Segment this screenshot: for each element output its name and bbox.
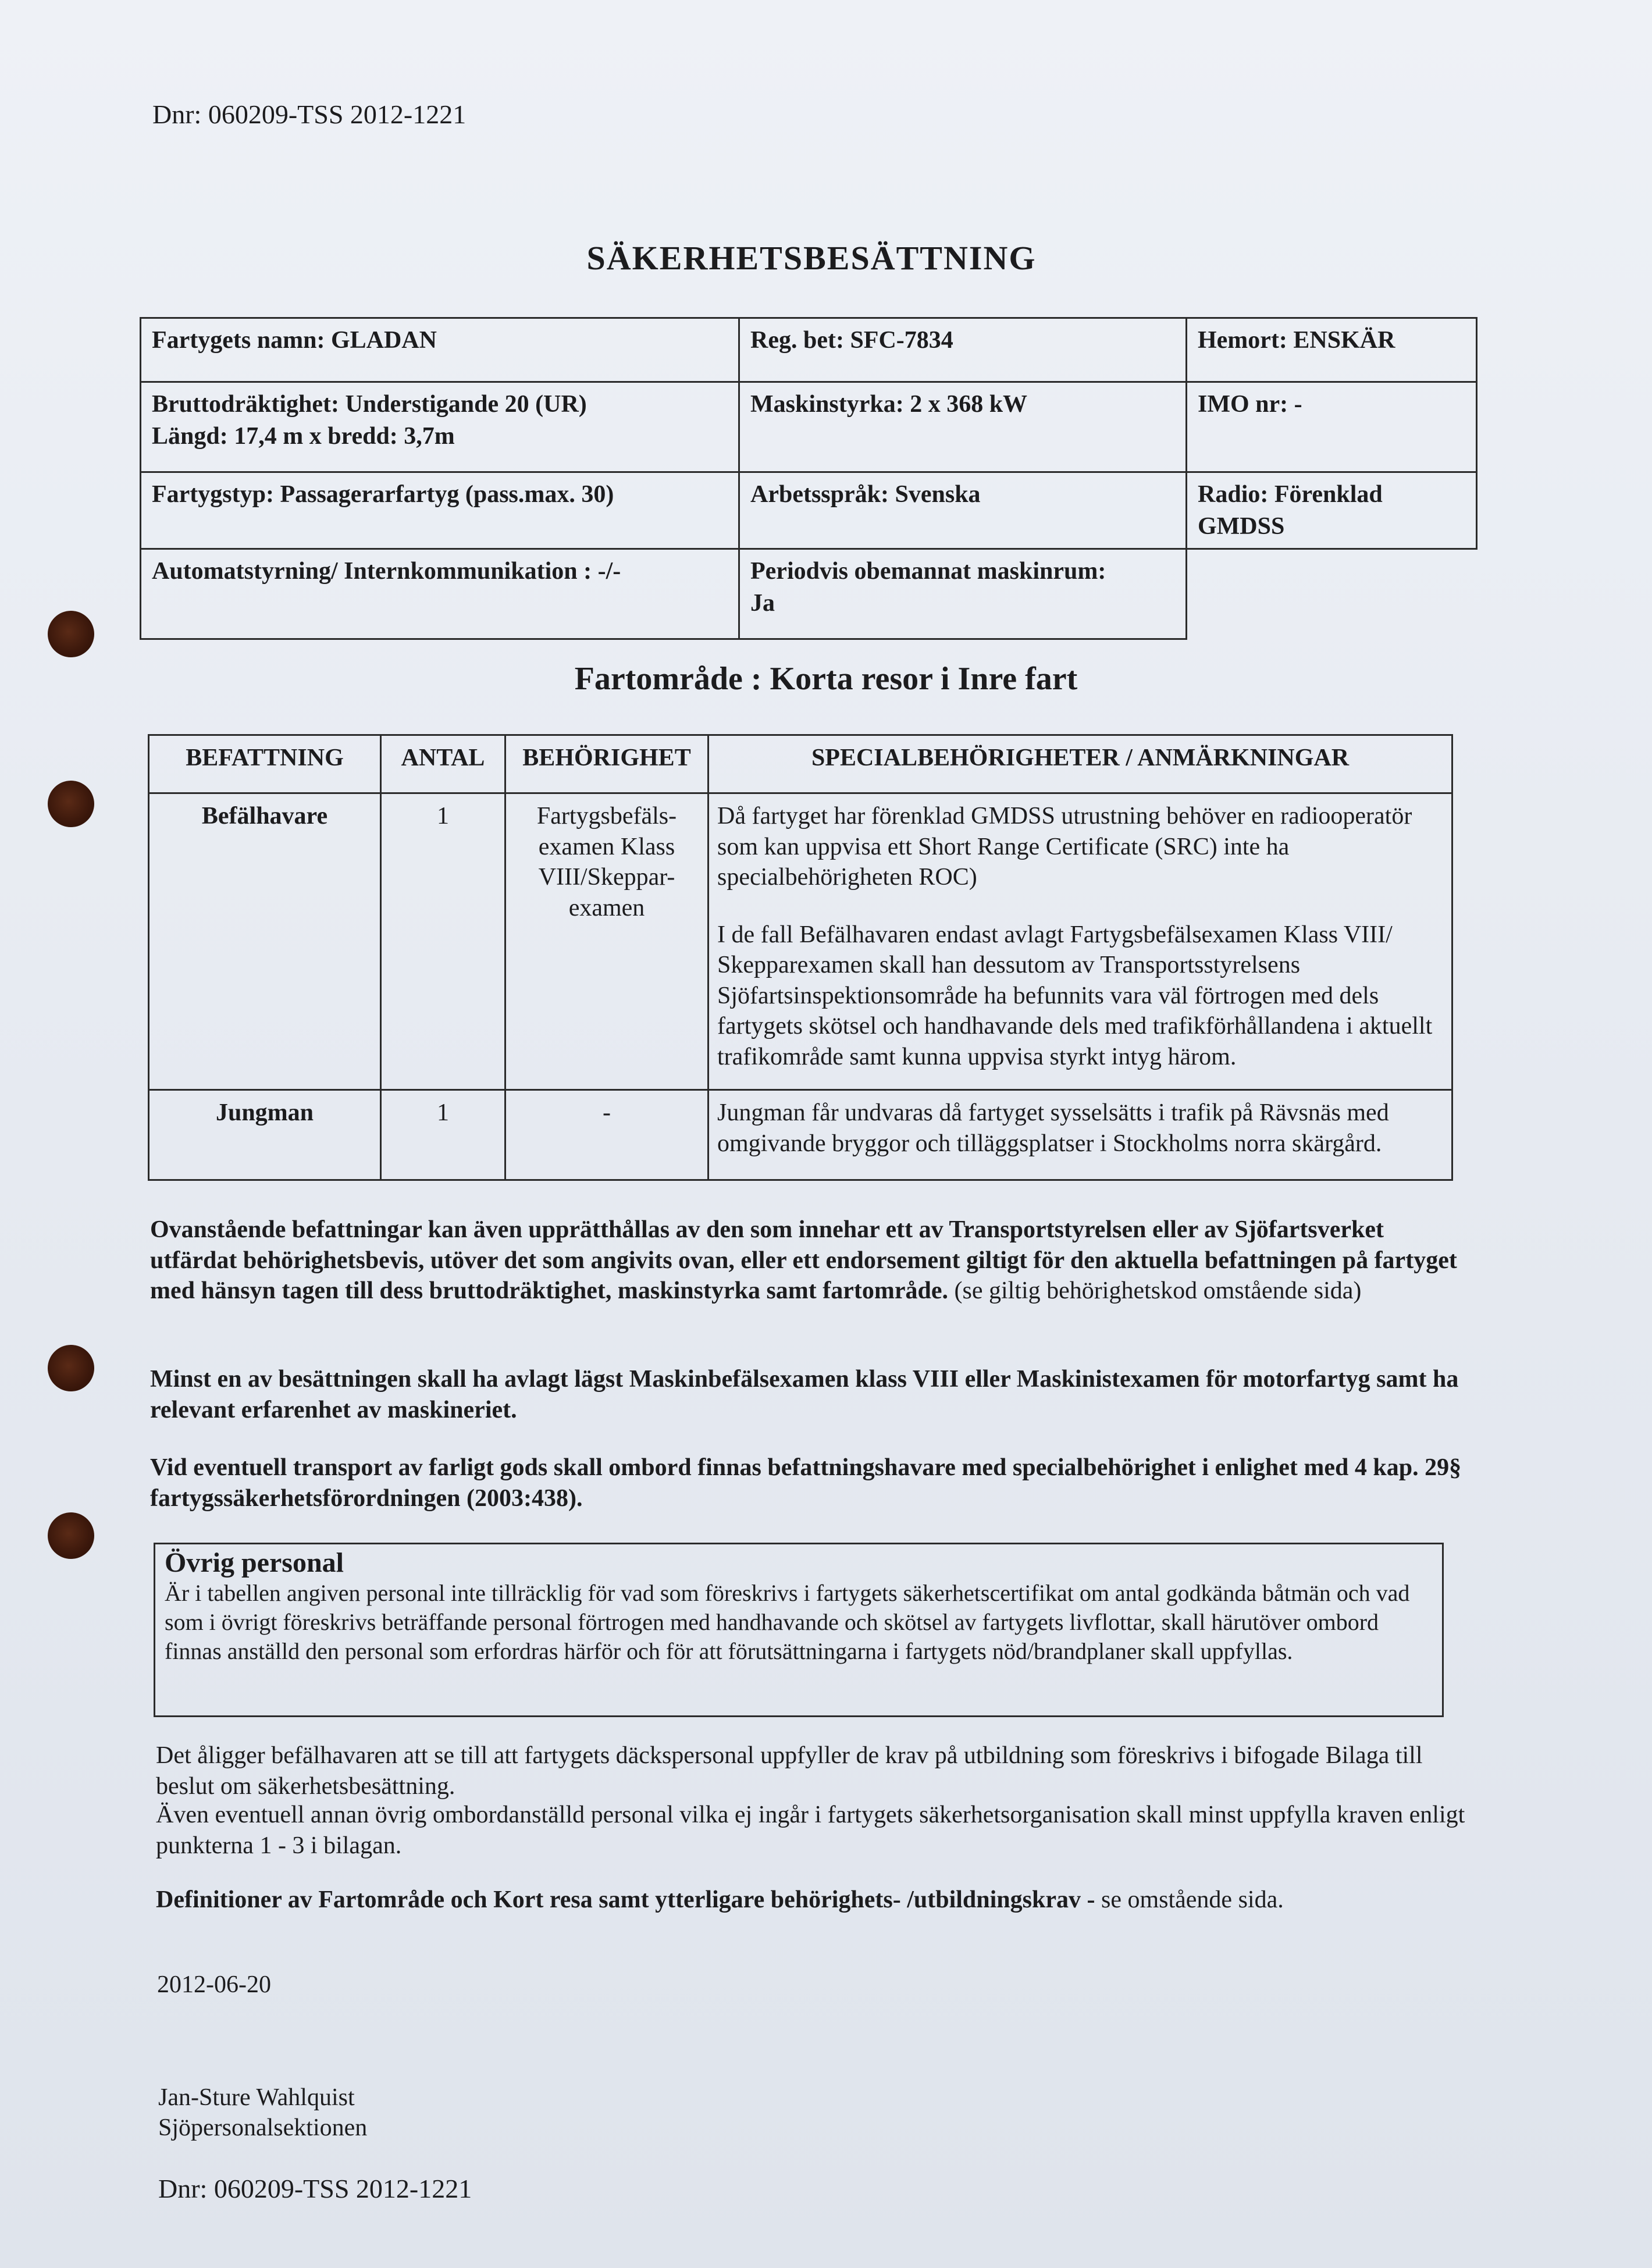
signatory-name: Jan-Sture Wahlquist [158, 2084, 355, 2111]
punch-hole [48, 1512, 94, 1559]
position-cell: Jungman [149, 1090, 381, 1180]
qualification-cell: - [505, 1090, 708, 1180]
header-befattning: BEFATTNING [149, 735, 381, 793]
vessel-home-port: Hemort: ENSKÄR [1187, 318, 1477, 382]
vessel-imo: IMO nr: - [1187, 382, 1477, 472]
paragraph-dangerous-goods: Vid eventuell transport av farligt gods skall ombord finnas befattningshavare med specialbehörighet i enlighet med 4 kap. 29§ fartygssäkerhetsförordningen (2003:438). [150, 1454, 1462, 1512]
vessel-automation: Automatstyrning/ Internkommunikation : -/- [141, 549, 739, 639]
table-row [149, 1090, 1452, 1180]
table-row [149, 793, 1452, 1090]
vessel-engine: Maskinstyrka: 2 x 368 kW [739, 382, 1187, 472]
dnr-header: Dnr: 060209-TSS 2012-1221 [152, 99, 467, 129]
definitions-bold: Definitioner av Fartområde och Kort resa samt ytterligare behörighets- /utbildningskrav - [156, 1886, 1095, 1913]
remarks-cell: Jungman får undvaras då fartyget sysselsätts i trafik på Rävsnäs med omgivande bryggor och tilläggsplatser i Stockholms norra skärgård. [708, 1090, 1452, 1180]
remark-gmdss: Då fartyget har förenklad GMDSS utrustning behöver en radiooperatör som kan uppvisa ett Short Range Certificate (SRC) inte ha specialbehörigheten ROC) [717, 803, 1412, 891]
other-personnel-box [154, 1543, 1444, 1717]
paragraph-equivalence-bold: Ovanstående befattningar kan även upprätthållas av den som innehar ett av Transportstyrelsen eller av Sjöfartsverket utfärdat behörighetsbevis, utöver det som angivits ovan, eller ett endorsement giltigt för den aktuella befattningen på fartyget med hänsyn tagen till dess bruttodräktighet, maskinstyrka samt fartområde. [150, 1216, 1457, 1304]
other-crew-requirement: Även eventuell annan övrig ombordanställd personal vilka ej ingår i fartygets säkerhetsorganisation skall minst uppfylla kraven enligt punkterna 1 - 3 i bilagan. [156, 1801, 1465, 1859]
vessel-unmanned-value: Ja [750, 589, 775, 617]
header-antal: ANTAL [381, 735, 505, 793]
page-title: SÄKERHETSBESÄTTNING [586, 239, 1037, 277]
count-cell: 1 [381, 793, 505, 1090]
definitions-note [156, 1885, 1494, 1915]
vessel-registration: Reg. bet: SFC-7834 [739, 318, 1187, 382]
vessel-tonnage: Bruttodräktighet: Understigande 20 (UR) [152, 391, 587, 418]
punch-hole [48, 611, 94, 657]
vessel-unmanned-cell [739, 549, 1187, 639]
qualification-cell: Fartygsbefäls-examen Klass VIII/Skeppar-examen [505, 793, 708, 1090]
punch-hole [48, 1345, 94, 1391]
crew-table [148, 734, 1453, 1181]
remark-master: I de fall Befälhavaren endast avlagt Fartygsbefälsexamen Klass VIII/ Skepparexamen skall han dessutom av Transportsstyrelsens Sjöfartsinspektionsområde ha befunnits vara väl förtrogen med dels fartygets skötsel och handhavande dels med trafikförhållandena i aktuellt trafikområde samt kunna uppvisa styrkt intyg härom. [717, 921, 1433, 1070]
position-cell: Befälhavare [149, 793, 381, 1090]
area-title: Fartområde : Korta resor i Inre fart [574, 661, 1078, 697]
other-personnel-title: Övrig personal [165, 1547, 344, 1578]
header-behorighet: BEHÖRIGHET [505, 735, 708, 793]
remarks-cell [708, 793, 1452, 1090]
dnr-footer: Dnr: 060209-TSS 2012-1221 [158, 2174, 472, 2203]
vessel-unmanned-label: Periodvis obemannat maskinrum: [750, 558, 1106, 585]
vessel-name: Fartygets namn: GLADAN [141, 318, 739, 382]
deck-requirement: Det åligger befälhavaren att se till att fartygets däckspersonal uppfyller de krav på utbildning som föreskrivs i bifogade Bilaga till beslut om säkerhetsbesättning. [156, 1742, 1423, 1800]
empty-cell [1187, 549, 1477, 639]
paragraph-equivalence [150, 1215, 1471, 1306]
other-personnel-text: Är i tabellen angiven personal inte tillräcklig för vad som föreskrivs i fartygets säkerhetscertifikat om antal godkända båtmän och vad som i övrigt föreskrivs beträffande personal förtrogen med handhavande och skötsel av fartygets livflottar, skall härutöver ombord finnas anställd den personal som erfordras härför och för att förutsättningarna i fartygets nöd/brandplaner skall uppfyllas. [165, 1580, 1410, 1664]
vessel-dimensions: Längd: 17,4 m x bredd: 3,7m [152, 422, 455, 450]
header-anmarkningar: SPECIALBEHÖRIGHETER / ANMÄRKNINGAR [708, 735, 1452, 793]
vessel-info-table [140, 317, 1477, 640]
vessel-radio: Radio: Förenklad GMDSS [1187, 472, 1477, 549]
vessel-type: Fartygstyp: Passagerarfartyg (pass.max. 30) [141, 472, 739, 549]
punch-hole [48, 781, 94, 827]
signatory-unit: Sjöpersonalsektionen [158, 2114, 368, 2141]
paragraph-engineer: Minst en av besättningen skall ha avlagt lägst Maskinbefälsexamen klass VIII eller Maskinistexamen för motorfartyg samt ha relevant erfarenhet av maskineriet. [150, 1366, 1459, 1423]
vessel-language: Arbetsspråk: Svenska [739, 472, 1187, 549]
vessel-tonnage-cell [141, 382, 739, 472]
count-cell: 1 [381, 1090, 505, 1180]
definitions-normal: se omstående sida. [1101, 1886, 1284, 1913]
issue-date: 2012-06-20 [157, 1971, 271, 1998]
paragraph-equivalence-note: (se giltig behörighetskod omstående sida) [954, 1277, 1362, 1304]
